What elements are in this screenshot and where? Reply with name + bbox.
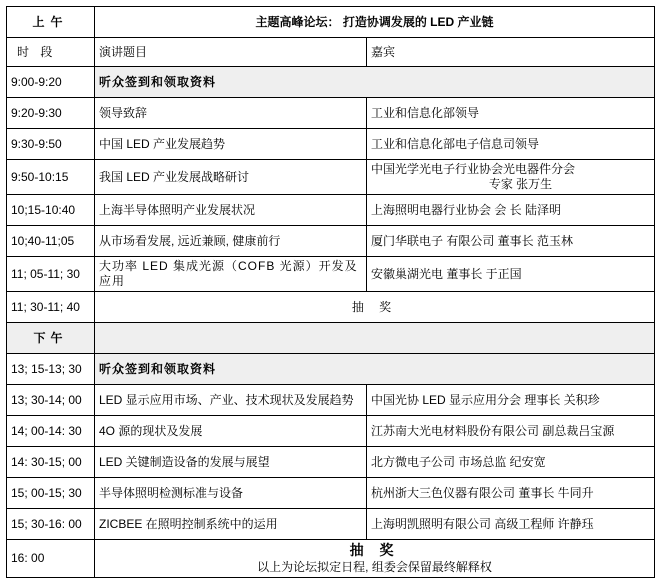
table-row [7, 478, 655, 509]
table-row [7, 385, 655, 416]
table-row [7, 195, 655, 226]
disclaimer-note: 以上为论坛拟定日程, 组委会保留最终解释权 [257, 559, 492, 574]
row-guest: 上海明凯照明有限公司 高级工程师 许静珏 [367, 509, 655, 540]
row-guest-line1: 中国光学光电子行业协会光电器件分会 [371, 162, 576, 176]
row-time: 13; 15-13; 30 [7, 354, 95, 385]
row-topic: 从市场看发展, 远近兼顾, 健康前行 [95, 226, 367, 257]
schedule-table [6, 6, 655, 578]
table-row [7, 226, 655, 257]
table-row-column-headers [7, 38, 655, 67]
row-guest: 中国光协 LED 显示应用分会 理事长 关积珍 [367, 385, 655, 416]
row-guest: 北方微电子公司 市场总监 纪安宽 [367, 447, 655, 478]
row-guest-line2: 专家 张万生 [488, 177, 553, 191]
row-time: 9:00-9:20 [7, 67, 95, 98]
row-time: 13; 30-14; 00 [7, 385, 95, 416]
row-time: 9:30-9:50 [7, 129, 95, 160]
table-row-final [7, 540, 655, 578]
row-topic: ZICBEE 在照明控制系统中的运用 [95, 509, 367, 540]
row-guest: 杭州浙大三色仪器有限公司 董事长 牛同升 [367, 478, 655, 509]
row-topic: 上海半导体照明产业发展状况 [95, 195, 367, 226]
row-time: 10;40-11;05 [7, 226, 95, 257]
row-time: 9:20-9:30 [7, 98, 95, 129]
table-row-header-title [7, 7, 655, 38]
row-topic: LED 显示应用市场、产业、技术现状及发展趋势 [95, 385, 367, 416]
row-guest: 工业和信息化部领导 [367, 98, 655, 129]
row-time: 14; 00-14: 30 [7, 416, 95, 447]
table-row [7, 98, 655, 129]
column-header-time: 时 段 [7, 38, 95, 67]
table-row [7, 292, 655, 323]
column-header-guest: 嘉宾 [367, 38, 655, 67]
row-guest: 安徽巢湖光电 董事长 于正国 [367, 257, 655, 292]
row-guest: 上海照明电器行业协会 会 长 陆泽明 [367, 195, 655, 226]
row-topic: 半导体照明检测标准与设备 [95, 478, 367, 509]
table-row [7, 416, 655, 447]
row-guest: 工业和信息化部电子信息司领导 [367, 129, 655, 160]
row-topic: 大功率 LED 集成光源（COFB 光源）开发及应用 [95, 257, 367, 292]
row-time-final: 16: 00 [7, 540, 95, 578]
afternoon-label: 下午 [7, 323, 95, 354]
table-row [7, 160, 655, 195]
row-lottery-afternoon: 抽 奖 [349, 542, 400, 558]
table-row [7, 257, 655, 292]
row-topic: LED 关键制造设备的发展与展望 [95, 447, 367, 478]
row-time: 15; 00-15; 30 [7, 478, 95, 509]
column-header-topic: 演讲题目 [95, 38, 367, 67]
row-topic-registration: 听众签到和领取资料 [95, 67, 655, 98]
table-row [7, 129, 655, 160]
row-guest: 江苏南大光电材料股份有限公司 副总裁吕宝源 [367, 416, 655, 447]
row-topic: 4O 源的现状及发展 [95, 416, 367, 447]
table-row-afternoon-header [7, 323, 655, 354]
row-time: 11; 30-11; 40 [7, 292, 95, 323]
row-guest [367, 160, 655, 195]
row-time: 14: 30-15; 00 [7, 447, 95, 478]
row-topic: 我国 LED 产业发展战略研讨 [95, 160, 367, 195]
row-topic: 领导致辞 [95, 98, 367, 129]
row-lottery-morning: 抽 奖 [95, 292, 655, 323]
morning-label: 上午 [7, 7, 95, 38]
row-time: 11; 05-11; 30 [7, 257, 95, 292]
table-row [7, 67, 655, 98]
table-row [7, 447, 655, 478]
forum-main-title: 主题高峰论坛： 打造协调发展的 LED 产业链 [95, 7, 655, 38]
row-time: 15; 30-16: 00 [7, 509, 95, 540]
row-time: 9:50-10:15 [7, 160, 95, 195]
afternoon-header-blank [95, 323, 655, 354]
row-time: 10;15-10:40 [7, 195, 95, 226]
table-row [7, 509, 655, 540]
table-row [7, 354, 655, 385]
row-guest: 厦门华联电子 有限公司 董事长 范玉林 [367, 226, 655, 257]
row-topic: 中国 LED 产业发展趋势 [95, 129, 367, 160]
row-topic-registration: 听众签到和领取资料 [95, 354, 655, 385]
final-note-cell [95, 540, 655, 578]
